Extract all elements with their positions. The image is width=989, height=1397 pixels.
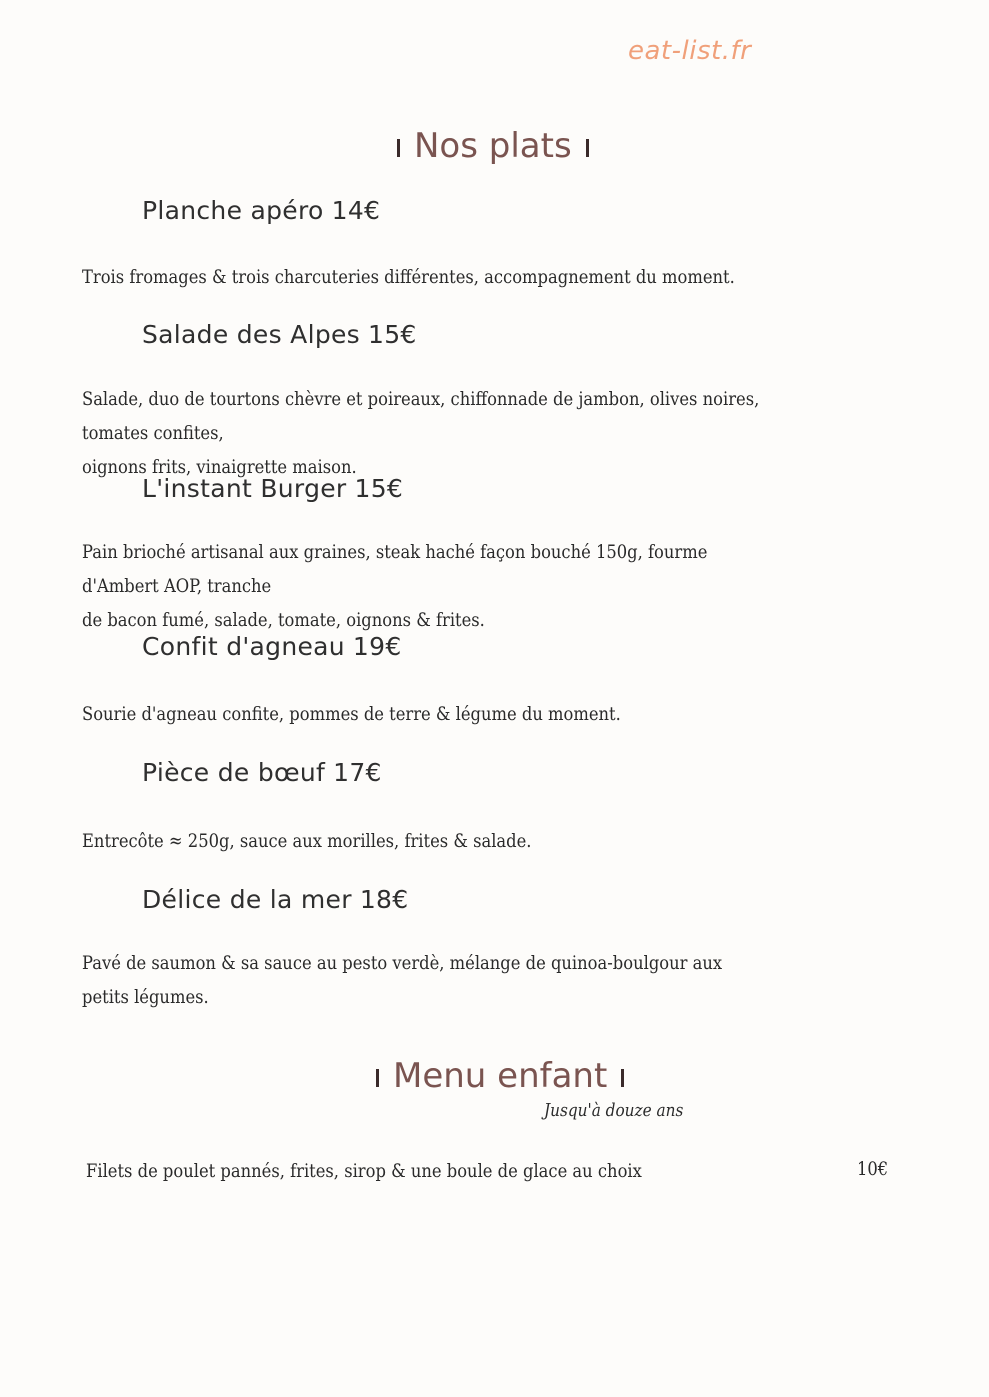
dish-description-line: Entrecôte ≈ 250g, sauce aux morilles, frites & salade. [82,830,532,852]
dish-description-boeuf [82,824,770,858]
dish-description-line: Salade, duo de tourtons chèvre et poireaux, chiffonnade de jambon, olives noires, tomates confites, [82,388,760,444]
section-title-enfant-text: Menu enfant [393,1056,608,1096]
title-divider-right [621,1069,624,1087]
title-divider-left [376,1069,379,1087]
dish-description-line: de bacon fumé, salade, tomate, oignons & frites. [82,609,485,631]
watermark-text: eat-list.fr [628,36,752,66]
dish-description-confit [82,697,770,731]
dish-description-line: Sourie d'agneau confite, pommes de terre & légume du moment. [82,703,621,725]
dish-title: Salade des Alpes [142,320,360,349]
dish-name-confit [142,632,402,661]
dish-description-salade [82,382,770,484]
section-title-enfant [362,1056,638,1096]
dish-name-burger [142,474,403,503]
dish-price: 15€ [368,320,417,349]
dish-title: Planche apéro [142,196,324,225]
dish-price: 14€ [331,196,381,225]
dish-price: 15€ [354,474,404,503]
dish-description-line: Pavé de saumon & sa sauce au pesto verdè, mélange de quinoa-boulgour aux petits légumes. [82,952,723,1008]
dish-description-line: Trois fromages & trois charcuteries différentes, accompagnement du moment. [82,266,735,288]
dish-description-delice [82,946,770,1014]
dish-description-planche [82,260,770,294]
dish-name-salade [142,320,417,349]
dish-title: Pièce de bœuf [142,758,326,787]
dish-description-burger [82,535,770,637]
dish-price: 18€ [359,885,409,914]
title-divider-right [586,139,589,157]
kids-menu-price: 10€ [857,1158,889,1180]
dish-name-boeuf [142,758,382,787]
title-divider-left [397,139,400,157]
dish-title: Confit d'agneau [142,632,345,661]
section-title-plats [383,126,603,166]
dish-price: 19€ [352,632,402,661]
kids-age-subtitle: Jusqu'à douze ans [544,1100,684,1121]
dish-description-line: oignons frits, vinaigrette maison. [82,456,357,478]
dish-description-line: Pain brioché artisanal aux graines, steak haché façon bouché 150g, fourme d'Ambert AOP, tranche [82,541,708,597]
kids-menu-description: Filets de poulet pannés, frites, sirop & une boule de glace au choix [86,1160,642,1182]
dish-name-planche [142,196,380,225]
dish-title: Délice de la mer [142,885,352,914]
dish-name-delice [142,885,408,914]
dish-price: 17€ [333,758,382,787]
section-title-plats-text: Nos plats [414,126,572,166]
dish-title: L'instant Burger [142,474,347,503]
